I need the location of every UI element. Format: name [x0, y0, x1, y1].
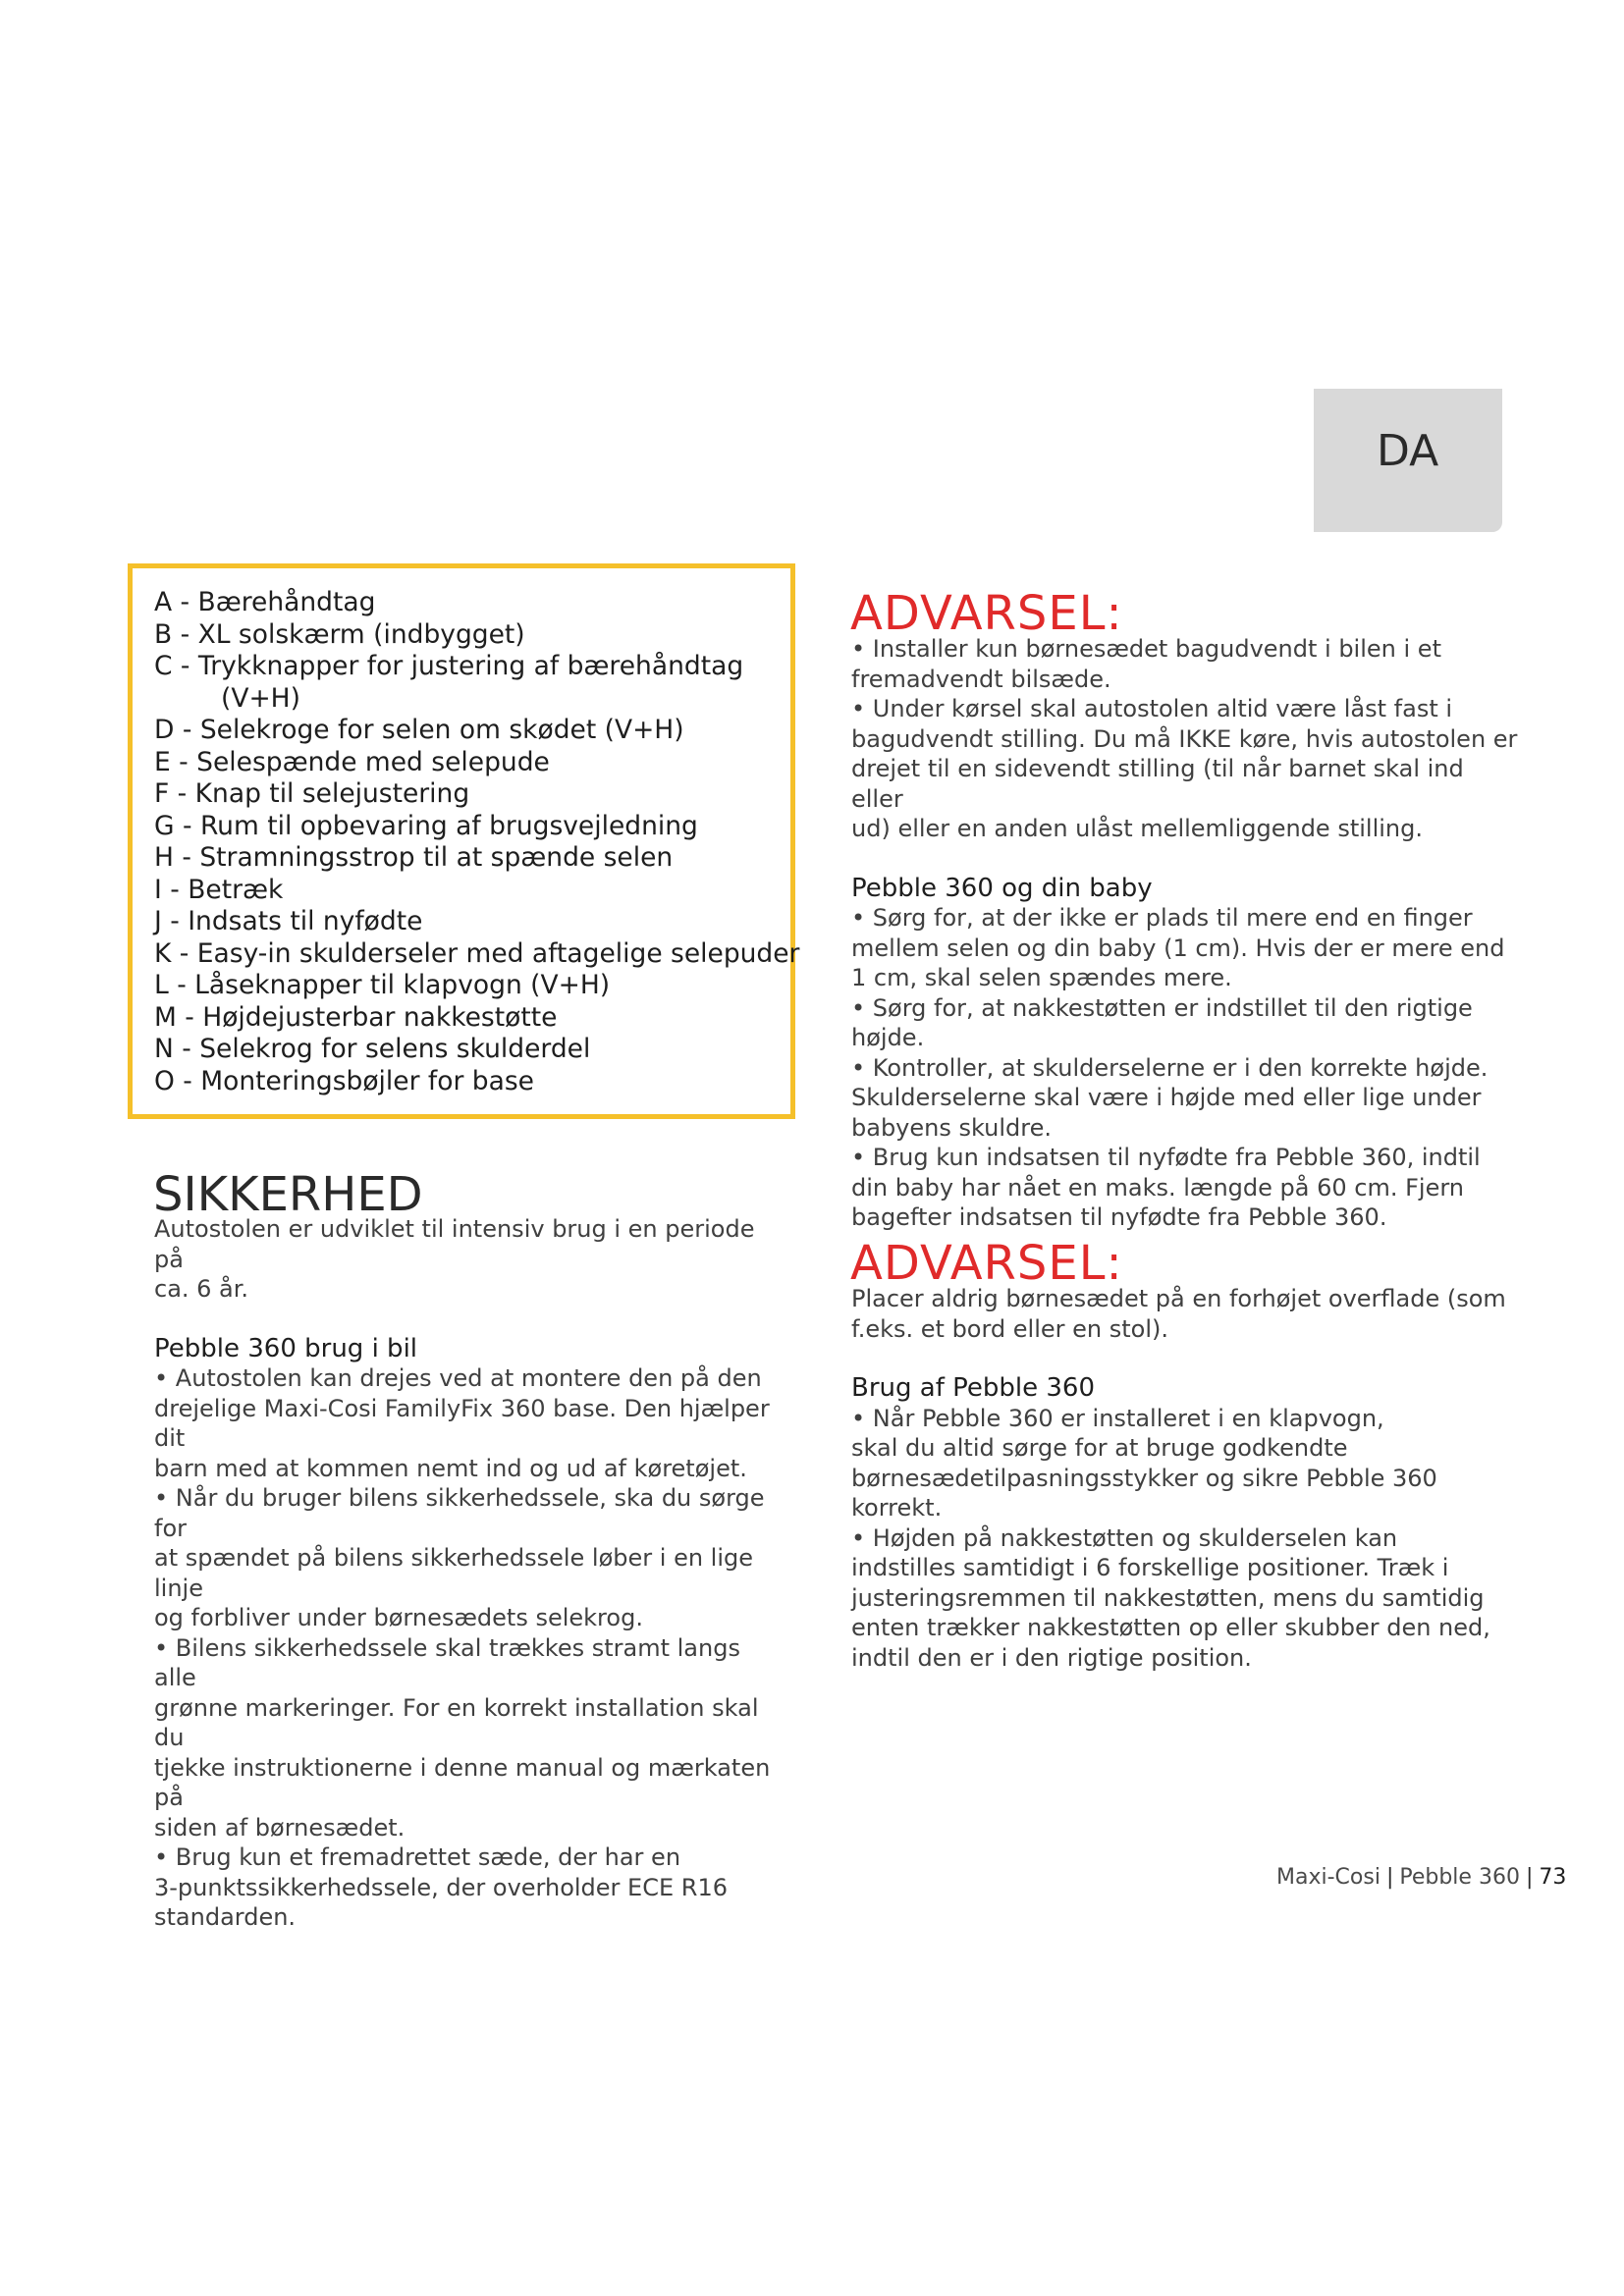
usage-line: • Når Pebble 360 er installeret i en klapvogn, [851, 1404, 1384, 1432]
car-use-line: • Brug kun et fremadrettet sæde, der har en [154, 1843, 681, 1871]
usage-line: • Højden på nakkestøtten og skulderselen kan [851, 1523, 1398, 1552]
language-tab [1314, 389, 1502, 532]
language-label: DA [1377, 426, 1439, 476]
baby-line: • Sørg for, at der ikke er plads til mere end en finger [851, 904, 1473, 932]
warning-line: • Under kørsel skal autostolen altid være låst fast i [851, 695, 1453, 722]
car-use-line: tjekke instruktionerne i denne manual og mærkaten på [154, 1753, 771, 1811]
page-footer: Maxi-Cosi | Pebble 360 | 73 [1276, 1865, 1567, 1890]
car-use-line: • Når du bruger bilens sikkerhedssele, ska du sørge for [154, 1484, 765, 1542]
car-use-line: barn med at kommen nemt ind og ud af køretøjet. [154, 1454, 747, 1482]
car-use-line: 3-punktssikkerhedssele, der overholder ECE R16 [154, 1873, 728, 1901]
warning-line: ud) eller en anden ulåst mellemliggende stilling. [851, 815, 1423, 842]
car-use-line: drejelige Maxi-Cosi FamilyFix 360 base. Den hjælper dit [154, 1394, 770, 1452]
part-m: M - Højdejusterbar nakkestøtte [154, 1001, 558, 1033]
usage-line: korrekt. [851, 1494, 943, 1522]
part-i: I - Betræk [154, 874, 284, 905]
baby-line: din baby har nået en maks. længde på 60 cm. Fjern [851, 1173, 1465, 1201]
safety-heading: SIKKERHED [153, 1167, 423, 1222]
part-h: H - Stramningsstrop til at spænde selen [154, 842, 674, 873]
part-e: E - Selespænde med selepude [154, 746, 550, 777]
footer-product: Pebble 360 [1399, 1865, 1520, 1890]
car-use-line: at spændet på bilens sikkerhedssele løber i en lige linje [154, 1544, 754, 1602]
part-f: F - Knap til selejustering [154, 778, 470, 809]
part-c: C - Trykknapper for justering af bærehåndtag [154, 651, 744, 681]
warning-line: • Installer kun børnesædet bagudvendt i bilen i et [851, 635, 1441, 663]
part-k: K - Easy-in skulderseler med aftagelige selepuder [154, 937, 800, 969]
warning-line: bagudvendt stilling. Du må IKKE køre, hvis autostolen er [851, 724, 1518, 753]
baby-line: 1 cm, skal selen spændes mere. [851, 964, 1232, 991]
warning-line: fremadvendt bilsæde. [851, 665, 1111, 693]
parts-list [154, 587, 800, 1097]
car-use-subheading: Pebble 360 brug i bil [154, 1333, 418, 1363]
car-use-line: grønne markeringer. For en korrekt installation skal du [154, 1693, 759, 1751]
car-use-line: standarden. [154, 1903, 297, 1931]
footer-brand: Maxi-Cosi [1276, 1865, 1380, 1890]
part-a: A - Bærehåndtag [154, 587, 376, 617]
part-o: O - Monteringsbøjler for base [154, 1065, 534, 1096]
warning-line: drejet til en sidevendt stilling (til når barnet skal ind eller [851, 755, 1464, 813]
car-use-line: • Bilens sikkerhedssele skal trækkes stramt langs alle [154, 1633, 740, 1691]
baby-line: babyens skuldre. [851, 1113, 1052, 1142]
part-b: B - XL solskærm (indbygget) [154, 618, 525, 650]
warning-line: Placer aldrig børnesædet på en forhøjet overflade (som [851, 1285, 1506, 1312]
car-use-line: • Autostolen kan drejes ved at montere den på den [154, 1364, 762, 1392]
usage-line: skal du altid sørge for at bruge godkendte [851, 1434, 1348, 1462]
part-d: D - Selekroge for selen om skødet (V+H) [154, 715, 684, 745]
usage-line: indtil den er i den rigtige position. [851, 1643, 1252, 1672]
usage-line: indstilles samtidigt i 6 forskellige positioner. Træk i [851, 1554, 1449, 1581]
baby-line: • Sørg for, at nakkestøtten er indstillet til den rigtige [851, 993, 1473, 1022]
baby-line: mellem selen og din baby (1 cm). Hvis der er mere end [851, 934, 1505, 962]
baby-line: bagefter indsatsen til nyfødte fra Pebble 360. [851, 1203, 1387, 1231]
part-c-continued: (V+H) [221, 682, 300, 714]
baby-subheading: Pebble 360 og din baby [851, 873, 1153, 903]
baby-line: • Kontroller, at skulderselerne er i den korrekte højde. [851, 1053, 1489, 1082]
page-number: 73 [1539, 1865, 1567, 1890]
usage-subheading: Brug af Pebble 360 [851, 1373, 1095, 1403]
part-g: G - Rum til opbevaring af brugsvejledning [154, 810, 698, 841]
baby-line: Skulderselerne skal være i højde med eller lige under [851, 1084, 1482, 1111]
warning-section-2 [851, 1284, 1519, 1673]
safety-section [154, 1214, 783, 1933]
intro-line: ca. 6 år. [154, 1275, 249, 1303]
intro-line: Autostolen er udviklet til intensiv brug i en periode på [154, 1215, 755, 1273]
baby-line: • Brug kun indsatsen til nyfødte fra Pebble 360, indtil [851, 1144, 1481, 1171]
usage-line: enten trækker nakkestøtten op eller skubber den ned, [851, 1614, 1490, 1641]
part-n: N - Selekrog for selens skulderdel [154, 1034, 591, 1064]
usage-line: justeringsremmen til nakkestøtten, mens du samtidig [851, 1583, 1485, 1612]
baby-line: højde. [851, 1024, 925, 1051]
car-use-line: siden af børnesædet. [154, 1813, 406, 1842]
car-use-line: og forbliver under børnesædets selekrog. [154, 1604, 643, 1631]
warning-heading-2: ADVARSEL: [850, 1236, 1123, 1291]
part-j: J - Indsats til nyfødte [154, 906, 423, 936]
warning-section-1 [851, 634, 1519, 1233]
warning-heading-1: ADVARSEL: [850, 586, 1123, 641]
warning-line: f.eks. et bord eller en stol). [851, 1314, 1169, 1343]
usage-line: børnesædetilpasningsstykker og sikre Pebble 360 [851, 1464, 1437, 1492]
part-l: L - Låseknapper til klapvogn (V+H) [154, 970, 611, 1000]
